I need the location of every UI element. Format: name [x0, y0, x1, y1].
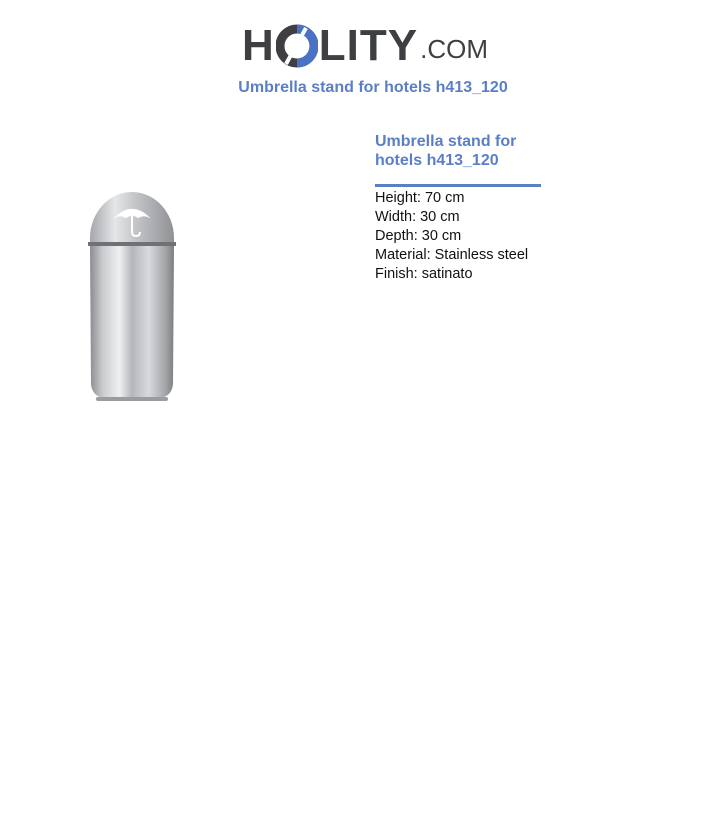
product-image [84, 188, 180, 406]
spec-width: Width: 30 cm [375, 209, 460, 225]
logo-domain: .COM [420, 34, 488, 64]
spec-list [375, 189, 545, 284]
spec-finish: Finish: satinato [375, 266, 473, 282]
logo-letters-lity: LITY [318, 21, 419, 70]
logo-letter-h: H [242, 21, 275, 70]
logo-o-icon [276, 24, 318, 66]
spec-material: Material: Stainless steel [375, 247, 529, 263]
spec-height: Height: 70 cm [375, 190, 465, 206]
spec-depth: Depth: 30 cm [375, 228, 462, 244]
holity-logo[interactable] [242, 10, 488, 70]
product-title: Umbrella stand for hotels h413_120 [375, 132, 541, 187]
page-subtitle: Umbrella stand for hotels h413_120 [238, 79, 508, 96]
product-info [375, 132, 545, 284]
